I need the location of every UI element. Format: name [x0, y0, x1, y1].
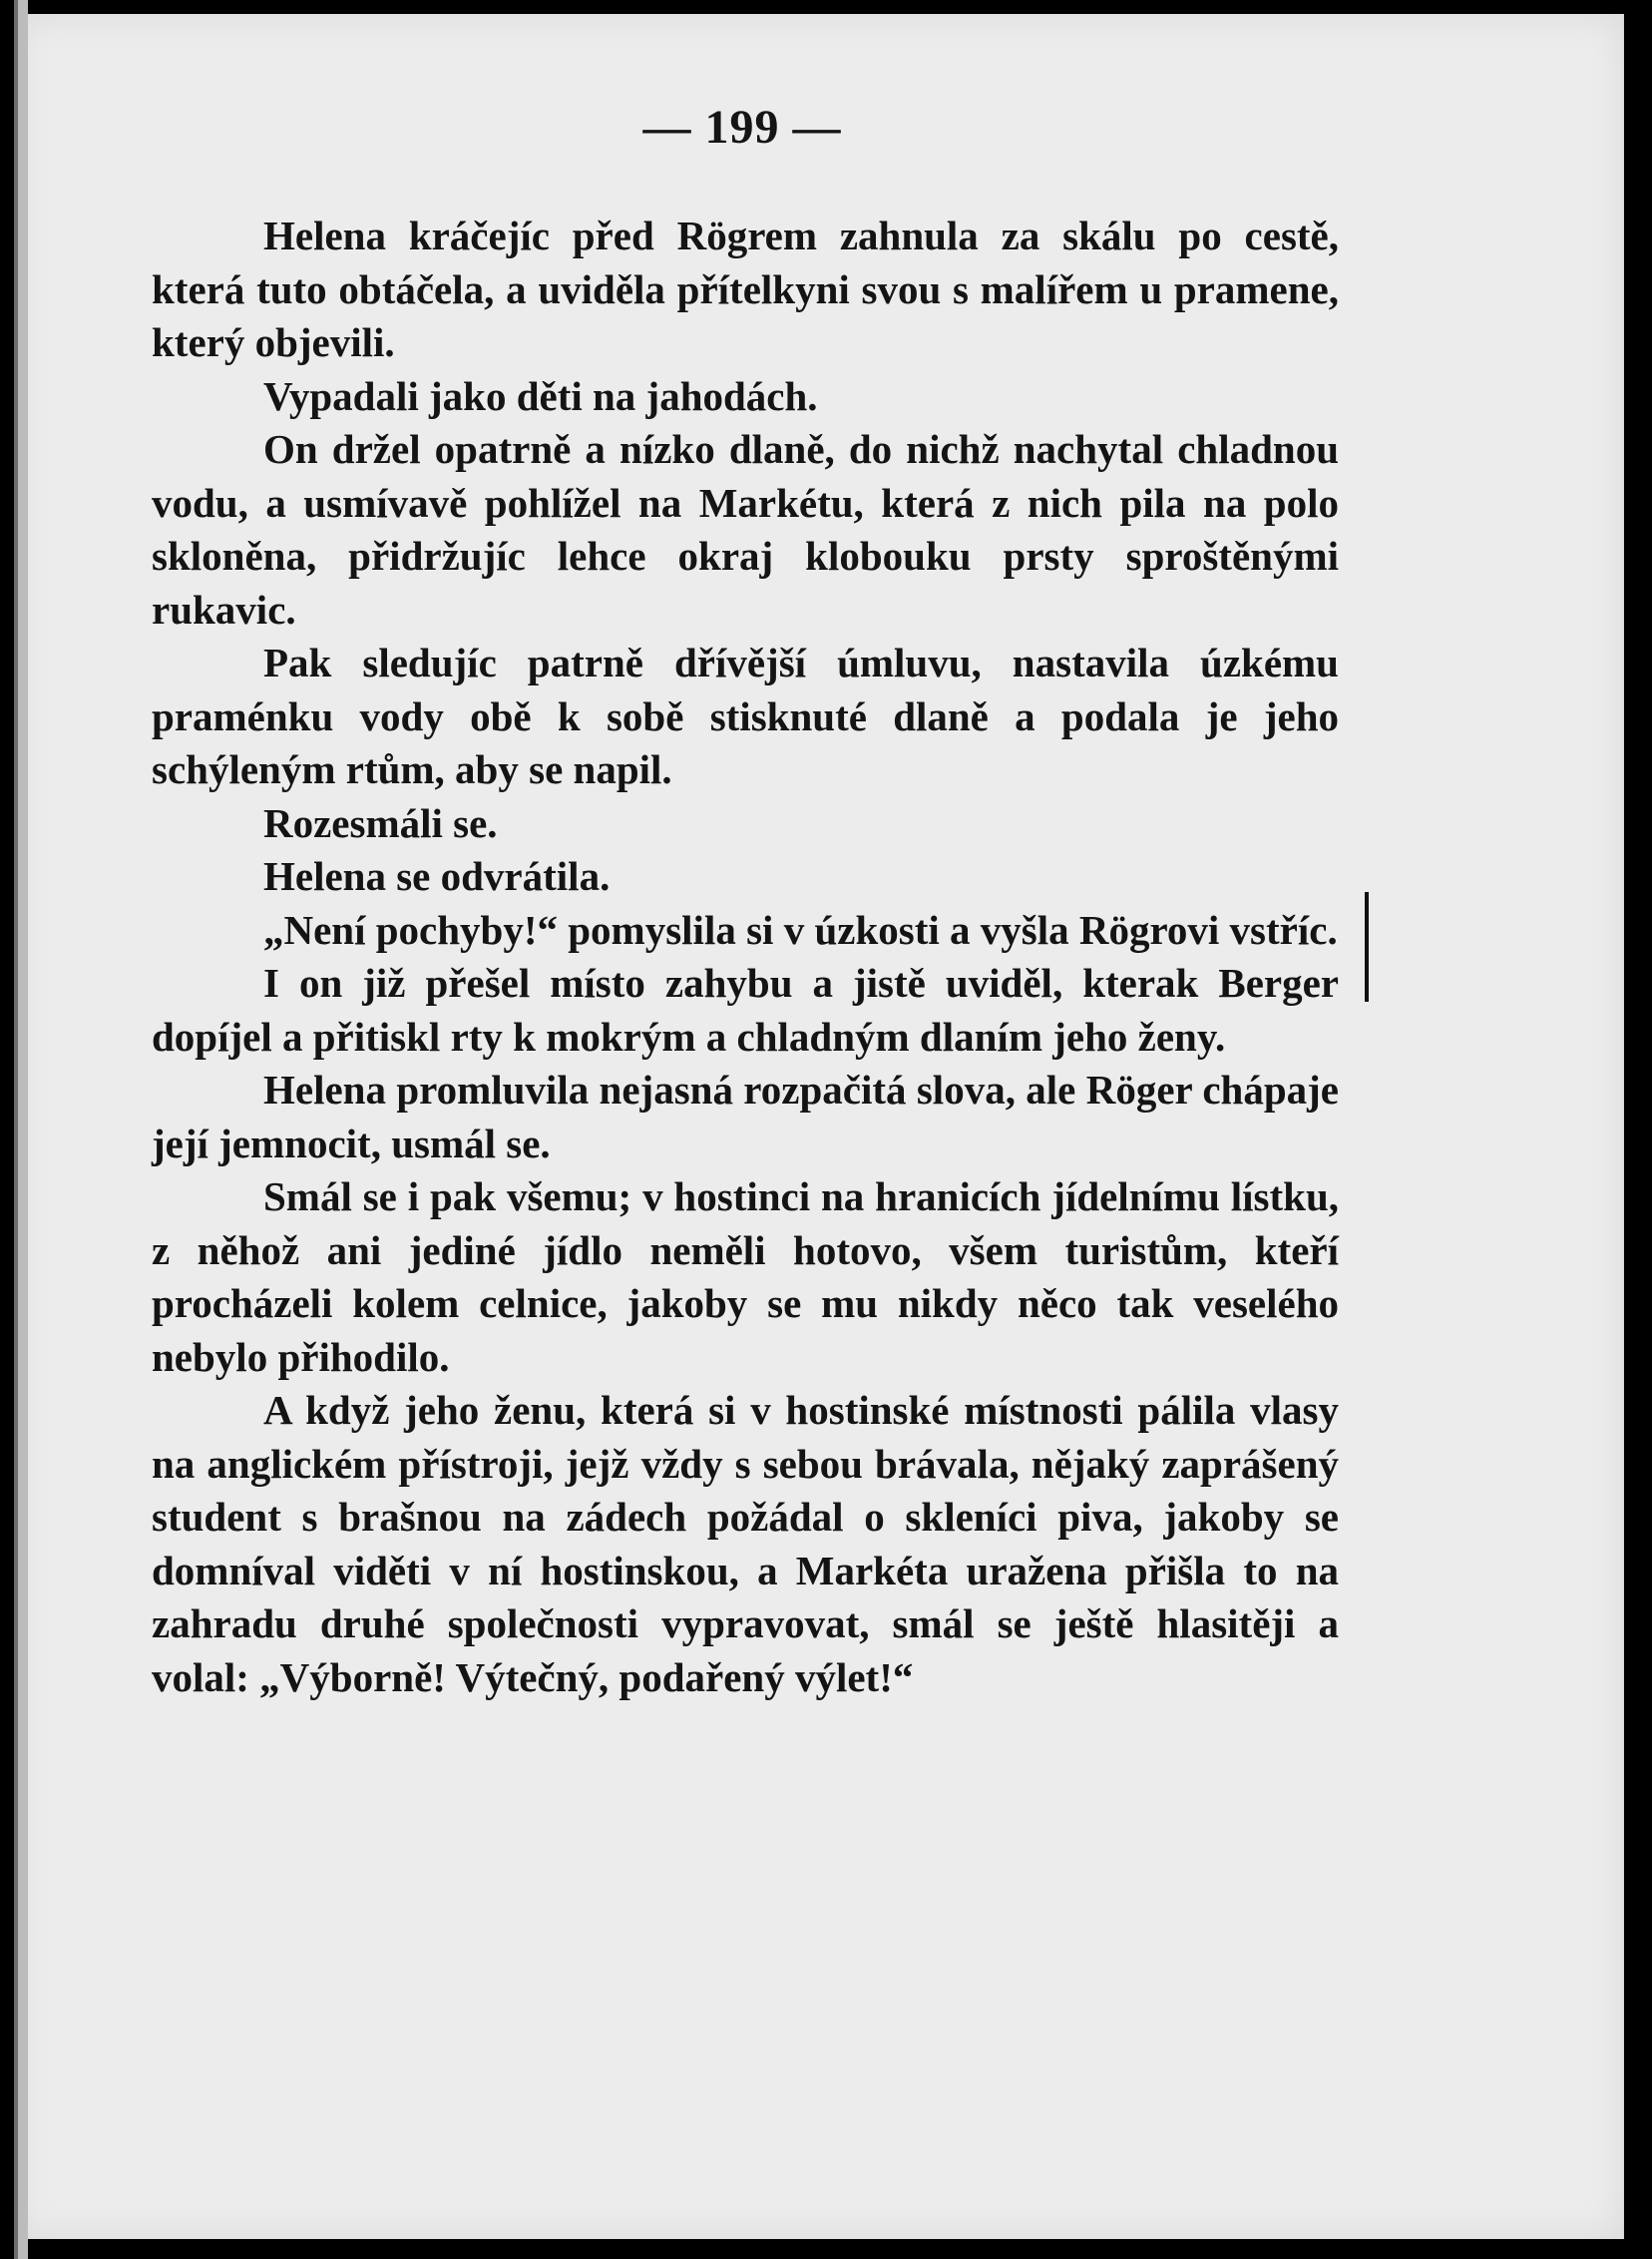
- ink-mark: [1365, 892, 1369, 1002]
- paragraph: A když jeho ženu, která si v hostinské místnosti pálila vlasy na anglickém přístroji, jejž vždy s sebou brávala, nějaký zaprášený student s brašnou na zádech požádal o skleníci piva, jakoby se domníval viděti v ní hostinskou, a Markéta uražena přišla to na zahradu druhé společnosti vypravovat, smál se ještě hlasitěji a volal: „Výborně! Výtečný, podařený výlet!“: [152, 1387, 1339, 1700]
- paragraph: On držel opatrně a nízko dlaně, do nichž nachytal chladnou vodu, a usmívavě pohlížel na Markétu, která z nich pila na polo skloněna, přidržujíc lehce okraj klobouku prsty sproštěnými rukavic.: [152, 426, 1339, 633]
- scan-border-top: [0, 0, 1652, 14]
- paragraph: Helena kráčejíc před Rögrem zahnula za skálu po cestě, která tuto obtáčela, a uviděla přítelkyni svou s malířem u pramene, který objevili.: [152, 213, 1339, 365]
- scan-border-right: [1622, 0, 1652, 2259]
- paragraph: Smál se i pak všemu; v hostinci na hranicích jídelnímu lístku, z něhož ani jediné jídlo neměli hotovo, všem turistům, kteří procházeli kolem celnice, jakoby se mu nikdy něco tak veselého nebylo přihodilo.: [152, 1173, 1339, 1380]
- paragraph: Rozesmáli se.: [263, 799, 498, 846]
- scan-border-left: [0, 0, 28, 2259]
- paragraph: Helena promluvila nejasná rozpačitá slova, ale Röger chápaje její jemnocit, usmál se.: [152, 1067, 1339, 1166]
- paragraph: Helena se odvrátila.: [263, 853, 611, 899]
- body-text: [152, 210, 1339, 1704]
- book-page: [14, 14, 1624, 2239]
- page-number: — 199 —: [642, 101, 842, 154]
- paragraph: I on již přešel místo zahybu a jistě uviděl, kterak Berger dopíjel a přitiskl rty k mokrým a chladným dlaním jeho ženy.: [152, 960, 1339, 1060]
- paragraph: „Není pochyby!“ pomyslila si v úzkosti a vyšla Rögrovi vstříc.: [263, 906, 1338, 953]
- paragraph: Vypadali jako děti na jahodách.: [263, 372, 818, 419]
- paragraph: Pak sledujíc patrně dřívější úmluvu, nastavila úzkému praménku vody obě k sobě stisknuté dlaně a podala je jeho schýleným rtům, aby se napil.: [152, 640, 1339, 792]
